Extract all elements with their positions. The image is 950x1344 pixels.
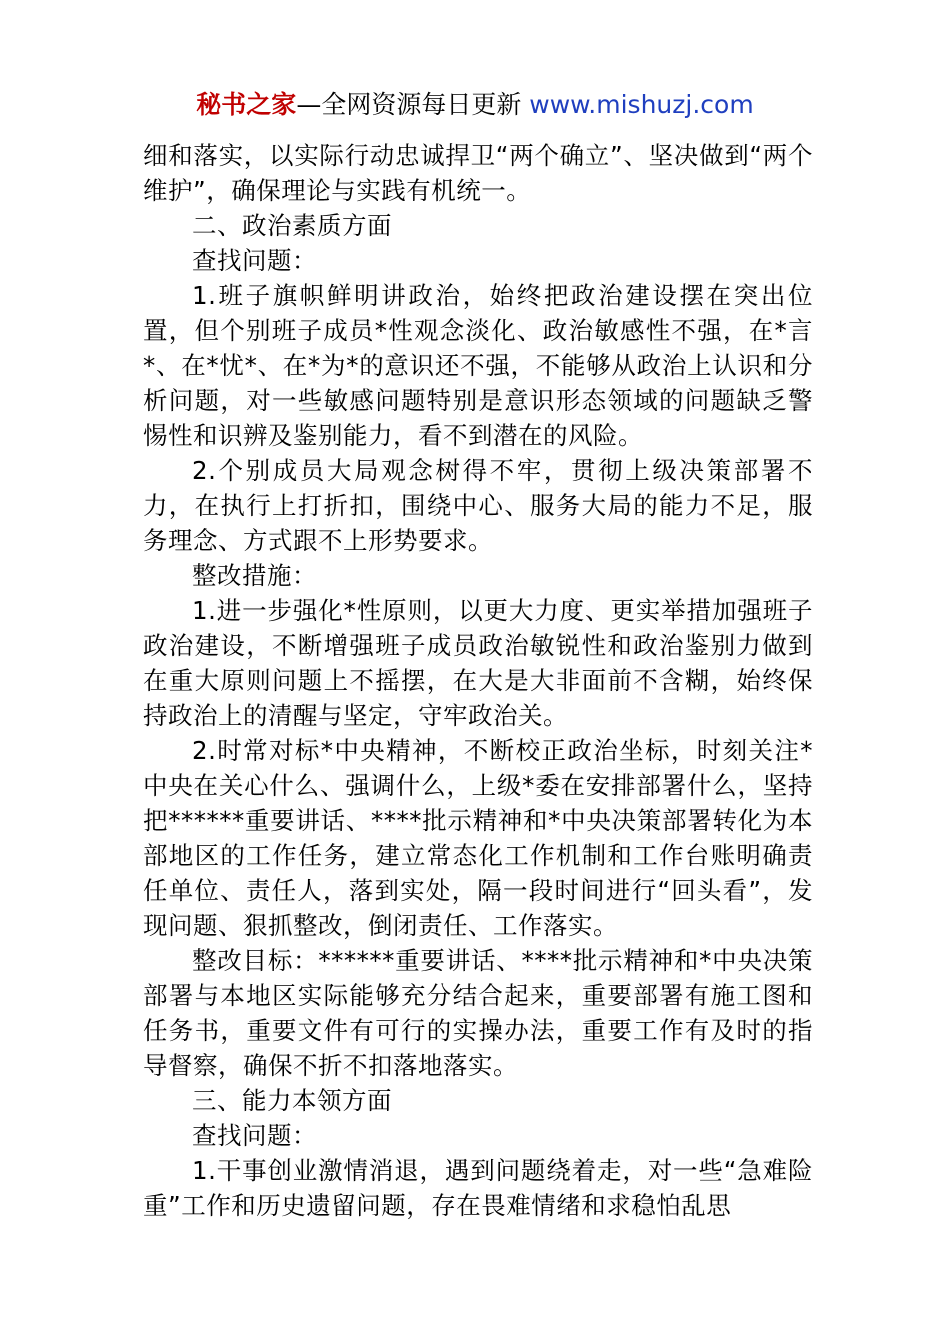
section-heading-political-quality: 二、政治素质方面 — [192, 211, 392, 240]
site-tagline: —全网资源每日更新 — [296, 90, 530, 119]
paragraph-ability-problem-1: 1.干事创业激情消退，遇到问题绕着走，对一些“急难险重”工作和历史遗留问题，存在畏难情绪和求稳怕乱思 — [143, 1156, 813, 1220]
site-url-link[interactable]: www.mishuzj.com — [529, 90, 754, 119]
paragraph-measure-1: 1.进一步强化*性原则，以更大力度、更实举措加强班子政治建设，不断增强班子成员政治敏锐性和政治鉴别力做到在重大原则问题上不摇摆，在大是大非面前不含糊，始终保持政治上的清醒与坚定，守牢政治关。 — [143, 596, 813, 730]
site-brand: 秘书之家 — [196, 90, 297, 119]
site-header — [0, 88, 950, 122]
paragraph-rectification-goal: 整改目标：******重要讲话、****批示精神和*中央决策部署与本地区实际能够充分结合起来，重要部署有施工图和任务书，重要文件有可行的实操办法，重要工作有及时的指导督察，确保不折不扣落地落实。 — [143, 946, 813, 1080]
document-body — [143, 138, 813, 1223]
subheading-find-problems-2: 查找问题： — [192, 1121, 317, 1150]
subheading-rectification-measures: 整改措施： — [192, 561, 317, 590]
paragraph-problem-2: 2.个别成员大局观念树得不牢，贯彻上级决策部署不力，在执行上打折扣，围绕中心、服务大局的能力不足，服务理念、方式跟不上形势要求。 — [143, 456, 813, 555]
paragraph-measure-2: 2.时常对标*中央精神，不断校正政治坐标，时刻关注*中央在关心什么、强调什么，上级*委在安排部署什么，坚持把******重要讲话、****批示精神和*中央决策部署转化为本部地区的工作任务，建立常态化工作机制和工作台账明确责任单位、责任人，落到实处，隔一段时间进行“回头看”，发现问题、狠抓整改，倒闭责任、工作落实。 — [143, 736, 813, 940]
paragraph-continuation: 细和落实，以实际行动忠诚捍卫“两个确立”、坚决做到“两个维护”，确保理论与实践有机统一。 — [143, 141, 813, 205]
paragraph-problem-1: 1.班子旗帜鲜明讲政治，始终把政治建设摆在突出位置，但个别班子成员*性观念淡化、政治敏感性不强，在*言*、在*忧*、在*为*的意识还不强，不能够从政治上认识和分析问题，对一些敏感问题特别是意识形态领域的问题缺乏警惕性和识辨及鉴别能力，看不到潜在的风险。 — [143, 281, 813, 450]
subheading-find-problems: 查找问题： — [192, 246, 317, 275]
section-heading-ability: 三、能力本领方面 — [192, 1086, 392, 1115]
